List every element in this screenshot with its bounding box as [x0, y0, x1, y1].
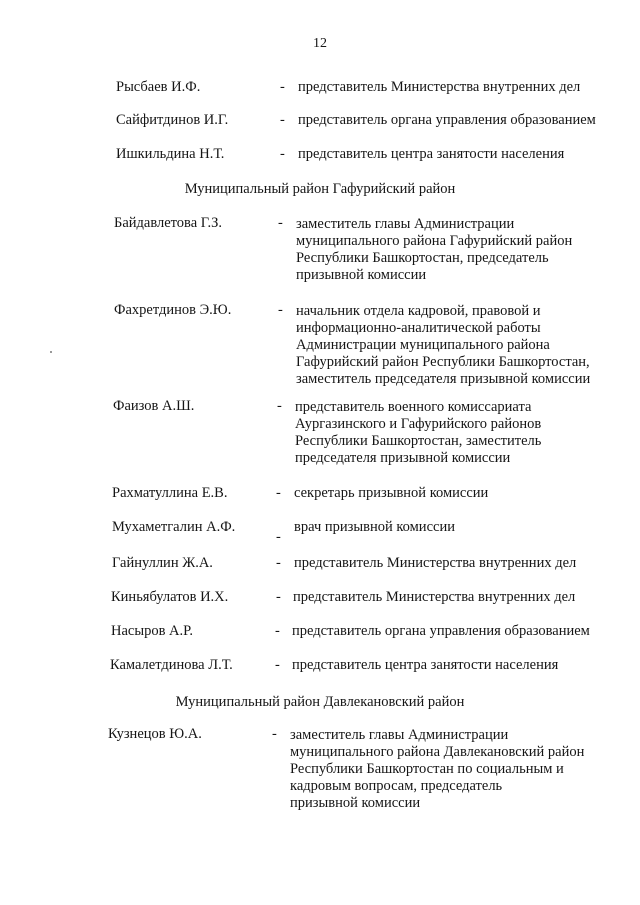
dash: -	[275, 623, 280, 639]
dash: -	[276, 589, 281, 605]
member-name: Рахматуллина Е.В.	[112, 485, 228, 501]
member-name: Фаизов А.Ш.	[113, 398, 195, 414]
section-heading: Муниципальный район Давлекановский район	[175, 694, 465, 710]
dash: -	[276, 555, 281, 571]
member-role: представитель военного комиссариата Аургазинского и Гафурийского районов Республики Башкортостан, заместитель председателя призывной комиссии	[295, 399, 542, 466]
member-name: Гайнуллин Ж.А.	[112, 555, 213, 571]
member-name: Фахретдинов Э.Ю.	[114, 302, 232, 318]
dash: -	[280, 146, 285, 162]
member-name: Рысбаев И.Ф.	[116, 79, 201, 95]
dash: -	[275, 657, 280, 673]
member-role: представитель Министерства внутренних дел	[294, 555, 577, 571]
member-name: Сайфитдинов И.Г.	[116, 112, 229, 128]
page-number: 12	[313, 36, 327, 51]
member-name: Киньябулатов И.Х.	[111, 589, 229, 605]
member-role: представитель органа управления образованием	[292, 623, 590, 639]
dash: -	[276, 485, 281, 501]
member-role: заместитель главы Администрации муниципального района Гафурийский район Республики Башкортостан, председатель призывной комиссии	[296, 216, 573, 283]
dash: -	[280, 112, 285, 128]
member-name: Мухаметгалин А.Ф.	[112, 519, 236, 535]
member-role: секретарь призывной комиссии	[294, 485, 489, 501]
dash: -	[278, 215, 283, 231]
member-role: врач призывной комиссии	[294, 519, 455, 535]
dash: -	[272, 726, 277, 742]
member-role: представитель центра занятости населения	[298, 146, 565, 162]
section-heading: Муниципальный район Гафурийский район	[184, 181, 456, 197]
member-role: начальник отдела кадровой, правовой и информационно-аналитической работы Администрации муниципального района Гафурийский район Республики Башкортостан, заместитель председателя призывной комиссии	[296, 303, 591, 387]
dash: -	[280, 79, 285, 95]
member-name: Насыров А.Р.	[111, 623, 194, 639]
dash: -	[276, 529, 281, 545]
member-role: представитель Министерства внутренних дел	[293, 589, 576, 605]
member-name: Камалетдинова Л.Т.	[110, 657, 233, 673]
dash: -	[277, 398, 282, 414]
member-name: Ишкильдина Н.Т.	[116, 146, 225, 162]
scan-speck	[50, 351, 52, 353]
dash: -	[278, 302, 283, 318]
member-name: Байдавлетова Г.З.	[114, 215, 223, 231]
member-role: представитель Министерства внутренних дел	[298, 79, 581, 95]
member-role: представитель центра занятости населения	[292, 657, 559, 673]
member-role: представитель органа управления образованием	[298, 112, 596, 128]
member-name: Кузнецов Ю.А.	[108, 726, 202, 742]
member-role: заместитель главы Администрации муниципального района Давлекановский район Республики Башкортостан по социальным и кадровым вопросам, председатель призывной комиссии	[290, 727, 585, 811]
